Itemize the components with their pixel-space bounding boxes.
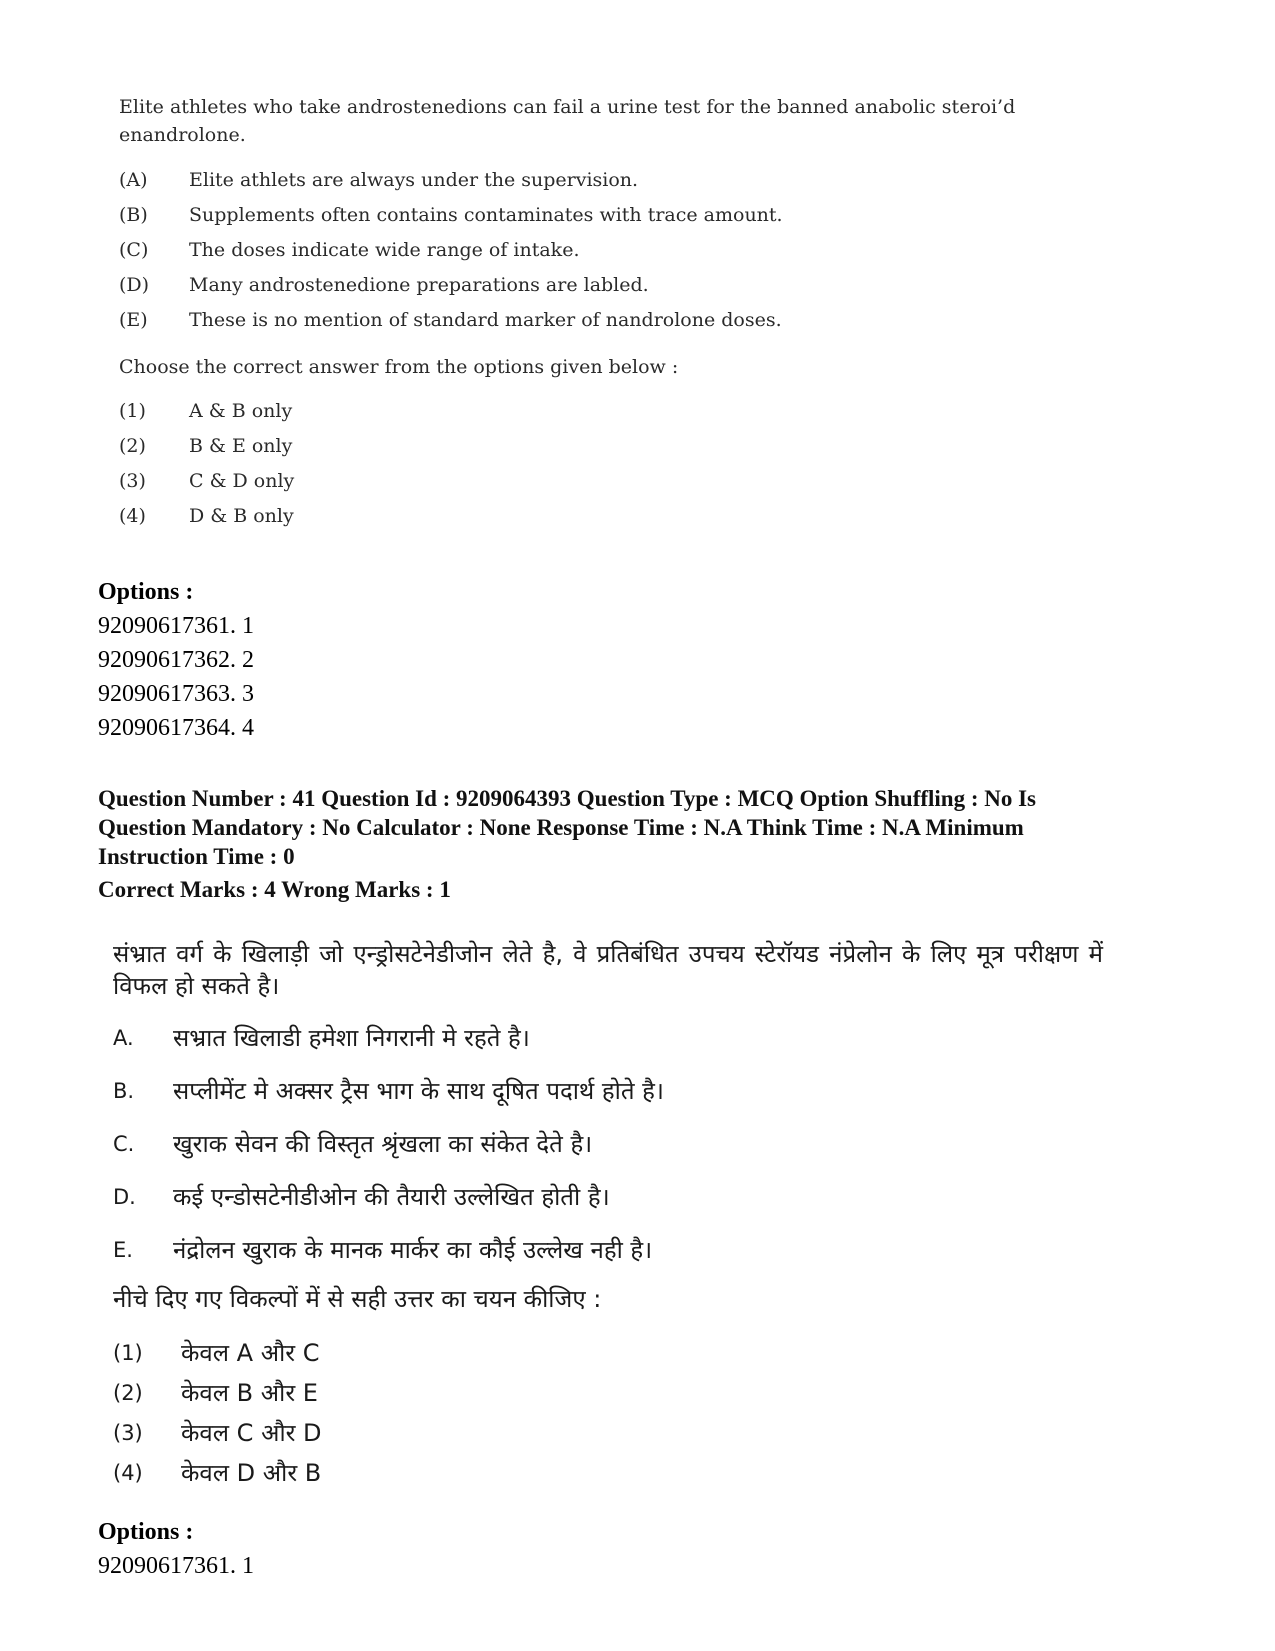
- english-choose-prompt: Choose the correct answer from the options given below :: [119, 356, 679, 378]
- choice-label: (3): [113, 1421, 143, 1445]
- choice-text: केवल A और C: [181, 1339, 320, 1367]
- english-choice: [119, 429, 1079, 464]
- question-metadata: [98, 784, 1178, 904]
- choice-text: B & E only: [189, 435, 293, 457]
- statement-label: (C): [119, 239, 149, 261]
- hindi-choice-list: [113, 1333, 1113, 1493]
- statement-text: Elite athlets are always under the supervision.: [189, 169, 639, 191]
- choice-text: केवल B और E: [181, 1379, 318, 1407]
- statement-label: (E): [119, 309, 148, 331]
- choice-label: (2): [119, 435, 146, 457]
- question-meta-line: Instruction Time : 0: [98, 844, 295, 869]
- statement-text: The doses indicate wide range of intake.: [189, 239, 580, 261]
- statement-text: सभ्रात खिलाडी हमेशा निगरानी मे रहते है।: [173, 1024, 530, 1052]
- hindi-choice: [113, 1413, 1113, 1453]
- statement-text: सप्लीमेंट मे अक्सर ट्रैस भाग के साथ दूषित पदार्थ होते है।: [173, 1077, 664, 1105]
- statement-label: A.: [113, 1026, 134, 1050]
- choice-text: केवल C और D: [181, 1419, 322, 1447]
- statement-text: खुराक सेवन की विस्तृत श्रृंखला का संकेत देते है।: [173, 1130, 593, 1158]
- english-choice-list: [119, 394, 1079, 534]
- statement-label: C.: [113, 1132, 135, 1156]
- statement-text: Many androstenedione preparations are labled.: [189, 274, 649, 296]
- choice-text: A & B only: [189, 400, 293, 422]
- choice-text: केवल D और B: [181, 1459, 322, 1487]
- option-item: 92090617363. 3: [98, 681, 254, 707]
- options-heading: Options :: [98, 1519, 194, 1545]
- hindi-statement-list: [113, 1012, 1113, 1277]
- choice-label: (4): [113, 1461, 143, 1485]
- question-marks: Correct Marks : 4 Wrong Marks : 1: [98, 877, 451, 902]
- hindi-question: [113, 938, 1113, 1493]
- options-heading: Options :: [98, 579, 194, 605]
- hindi-statement: [113, 1065, 1113, 1118]
- english-statement: [119, 268, 1079, 303]
- choice-label: (3): [119, 470, 146, 492]
- options-block: [98, 575, 254, 745]
- choice-label: (1): [119, 400, 146, 422]
- english-question: [119, 93, 1079, 534]
- options-block: [98, 1515, 254, 1583]
- english-question-stem: Elite athletes who take androstenedions can fail a urine test for the banned anabolic steroi’d enandrolone.: [119, 96, 1016, 146]
- statement-label: (D): [119, 274, 150, 296]
- statement-label: (B): [119, 204, 148, 226]
- option-item: 92090617361. 1: [98, 1553, 254, 1579]
- statement-label: B.: [113, 1079, 135, 1103]
- hindi-statement: [113, 1171, 1113, 1224]
- statement-label: (A): [119, 169, 148, 191]
- hindi-choice: [113, 1453, 1113, 1493]
- statement-label: D.: [113, 1185, 136, 1209]
- question-meta-line: Question Mandatory : No Calculator : None Response Time : N.A Think Time : N.A Minimum: [98, 815, 1024, 840]
- english-statement: [119, 303, 1079, 338]
- question-meta-line: Question Number : 41 Question Id : 9209064393 Question Type : MCQ Option Shuffling : No Is: [98, 786, 1037, 811]
- option-item: 92090617361. 1: [98, 613, 254, 639]
- hindi-choice: [113, 1333, 1113, 1373]
- english-choice: [119, 464, 1079, 499]
- statement-text: कई एन्डोसटेनीडीओन की तैयारी उल्लेखित होती है।: [173, 1183, 610, 1211]
- hindi-statement: [113, 1118, 1113, 1171]
- hindi-statement: [113, 1012, 1113, 1065]
- choice-label: (2): [113, 1381, 143, 1405]
- english-choice: [119, 499, 1079, 534]
- option-item: 92090617362. 2: [98, 647, 254, 673]
- statement-label: E.: [113, 1238, 133, 1262]
- english-statement: [119, 233, 1079, 268]
- english-statement: [119, 163, 1079, 198]
- hindi-choice: [113, 1373, 1113, 1413]
- english-statement: [119, 198, 1079, 233]
- hindi-question-stem: संभ्रात वर्ग के खिलाड़ी जो एन्ड्रोसटेनेडीजोन लेते है, वे प्रतिबंधित उपचय स्टेरॉयड नंप्रेलोन के लिए मूत्र परीक्षण में विफल हो सकते है।: [113, 940, 1103, 1000]
- statement-text: नंद्रोलन खुराक के मानक मार्कर का कौई उल्लेख नही है।: [173, 1236, 653, 1264]
- statement-text: These is no mention of standard marker of nandrolone doses.: [189, 309, 782, 331]
- statement-text: Supplements often contains contaminates with trace amount.: [189, 204, 783, 226]
- hindi-statement: [113, 1224, 1113, 1277]
- choice-label: (4): [119, 505, 146, 527]
- choice-label: (1): [113, 1341, 143, 1365]
- english-choice: [119, 394, 1079, 429]
- choice-text: C & D only: [189, 470, 295, 492]
- hindi-choose-prompt: नीचे दिए गए विकल्पों में से सही उत्तर का चयन कीजिए :: [113, 1285, 602, 1313]
- choice-text: D & B only: [189, 505, 294, 527]
- option-item: 92090617364. 4: [98, 715, 254, 741]
- english-statement-list: [119, 163, 1079, 338]
